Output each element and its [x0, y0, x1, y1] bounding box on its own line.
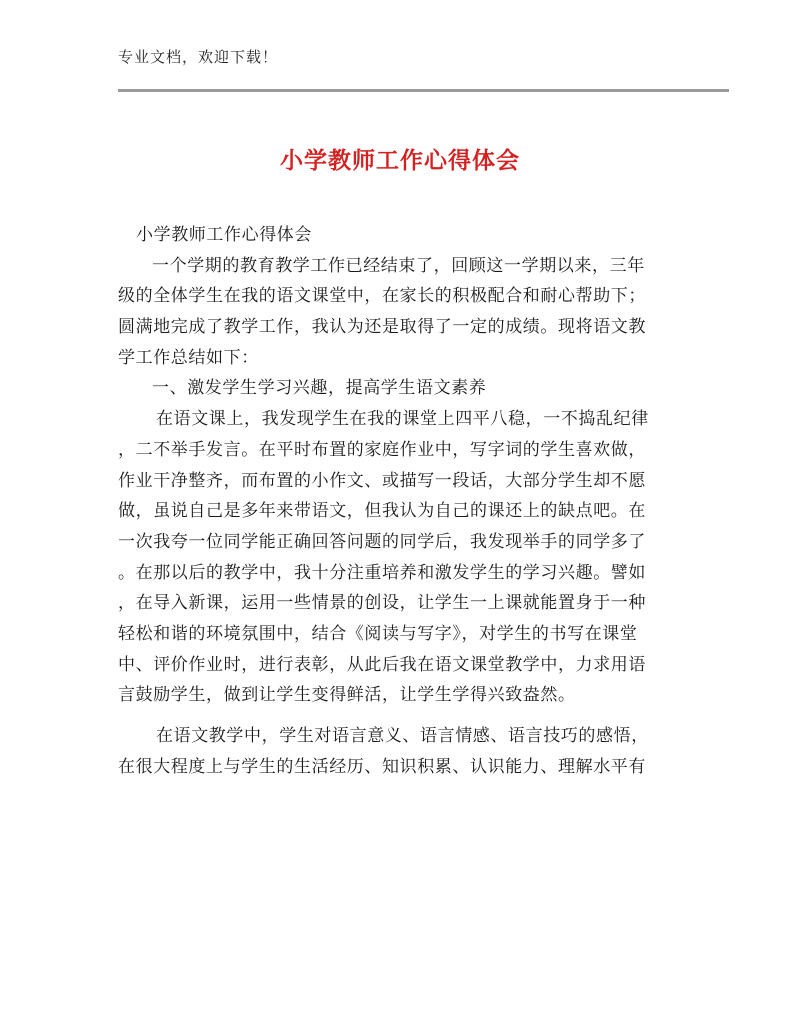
document-title: 小学教师工作心得体会 [280, 148, 520, 174]
paragraph-line: 学工作总结如下： [118, 347, 259, 368]
header-note: 专业文档，欢迎下载！ [118, 48, 279, 66]
paragraph-line: 一个学期的教育教学工作已经结束了，回顾这一学期以来，三年 [152, 255, 645, 276]
paragraph-line: ，二不举手发言。在平时布置的家庭作业中，写字词的学生喜欢做， [118, 439, 646, 460]
paragraph-line: 一次我夸一位同学能正确回答问题的同学后，我发现举手的同学多了 [118, 531, 646, 552]
paragraph-line: 在语文课上，我发现学生在我的课堂上四平八稳，一不捣乱纪律 [156, 409, 649, 430]
paragraph-line: 级的全体学生在我的语文课堂中，在家长的积极配合和耐心帮助下； [118, 286, 646, 307]
paragraph-line: 作业干净整齐，而布置的小作文、或描写一段话，大部分学生却不愿 [118, 470, 646, 491]
paragraph-line: 言鼓励学生，做到让学生变得鲜活，让学生学得兴致盎然。 [118, 685, 576, 706]
document-subtitle: 小学教师工作心得体会 [136, 225, 312, 245]
paragraph-line: 中、评价作业时，进行表彰，从此后我在语文课堂教学中，力求用语 [118, 654, 646, 675]
paragraph-line: 在很大程度上与学生的生活经历、知识积累、认识能力、理解水平有 [118, 756, 646, 777]
header-divider [118, 89, 729, 92]
section-heading: 一、激发学生学习兴趣，提高学生语文素养 [152, 378, 487, 399]
document-body [118, 220, 684, 782]
paragraph-line: 在语文教学中，学生对语言意义、语言情感、语言技巧的感悟， [156, 726, 649, 746]
paragraph-line: 。在那以后的教学中，我十分注重培养和激发学生的学习兴趣。譬如 [118, 562, 646, 583]
paragraph-line: 轻松和谐的环境氛围中，结合《阅读与写字》，对学生的书写在课堂 [118, 623, 638, 644]
paragraph-line: 做，虽说自己是多年来带语文，但我认为自己的课还上的缺点吧。在 [118, 501, 646, 522]
paragraph-line: 圆满地完成了教学工作，我认为还是取得了一定的成绩。现将语文教 [118, 317, 646, 338]
paragraph-line: ，在导入新课，运用一些情景的创设，让学生一上课就能置身于一种 [118, 593, 646, 614]
